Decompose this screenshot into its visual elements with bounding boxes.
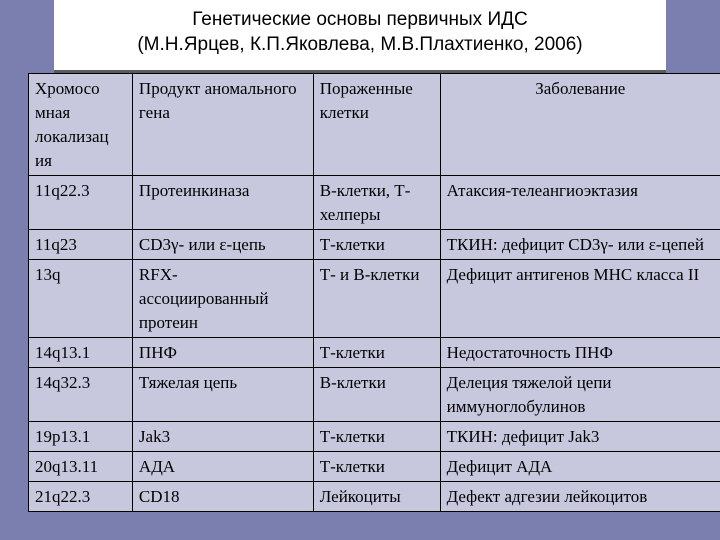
cell-disease: Дефицит АДА: [440, 452, 720, 482]
cell-chromosome: 13q: [29, 260, 133, 338]
cell-affected-cells: Т-клетки: [313, 422, 440, 452]
cell-disease: Делеция тяжелой цепи иммуноглобулинов: [440, 368, 720, 422]
cell-chromosome: 11q23: [29, 230, 133, 260]
cell-affected-cells: Т-клетки: [313, 452, 440, 482]
table-row: [29, 230, 720, 260]
table-row: [29, 482, 720, 512]
cell-gene-product: Тяжелая цепь: [132, 368, 313, 422]
table-row: [29, 368, 720, 422]
cell-gene-product: CD3γ- или ε-цепь: [132, 230, 313, 260]
cell-disease: ТКИН: дефицит CD3γ- или ε-цепей: [440, 230, 720, 260]
cell-gene-product: ПНФ: [132, 338, 313, 368]
genetics-table: [28, 73, 720, 512]
cell-gene-product: RFX-ассоциированный протеин: [132, 260, 313, 338]
table-row: [29, 260, 720, 338]
cell-affected-cells: В-клетки: [313, 368, 440, 422]
cell-gene-product: Jak3: [132, 422, 313, 452]
title-line-2: (М.Н.Ярцев, К.П.Яковлева, М.В.Плахтиенко, 2006): [137, 34, 583, 55]
cell-affected-cells: Т-клетки: [313, 338, 440, 368]
cell-affected-cells: В-клетки, Т-хелперы: [313, 176, 440, 230]
cell-disease: Дефект адгезии лейкоцитов: [440, 482, 720, 512]
table-row: [29, 422, 720, 452]
cell-affected-cells: Т-клетки: [313, 230, 440, 260]
cell-gene-product: CD18: [132, 482, 313, 512]
table-row: [29, 176, 720, 230]
header-chromosome: Хромосо мная локализац ия: [29, 74, 133, 176]
cell-disease: Недостаточность ПНФ: [440, 338, 720, 368]
cell-affected-cells: Лейкоциты: [313, 482, 440, 512]
cell-disease: ТКИН: дефицит Jak3: [440, 422, 720, 452]
cell-disease: Дефицит антигенов МНС класса II: [440, 260, 720, 338]
header-gene-product: Продукт аномального гена: [132, 74, 313, 176]
cell-chromosome: 14q13.1: [29, 338, 133, 368]
cell-affected-cells: Т- и В-клетки: [313, 260, 440, 338]
slide-title: [54, 0, 666, 70]
title-line-1: Генетические основы первичных ИДС: [192, 9, 528, 30]
table-header-row: [29, 74, 720, 176]
cell-chromosome: 21q22.3: [29, 482, 133, 512]
cell-disease: Атаксия-телеангиоэктазия: [440, 176, 720, 230]
table-row: [29, 338, 720, 368]
cell-gene-product: Протеинкиназа: [132, 176, 313, 230]
cell-gene-product: АДА: [132, 452, 313, 482]
cell-chromosome: 20q13.11: [29, 452, 133, 482]
cell-chromosome: 11q22.3: [29, 176, 133, 230]
cell-chromosome: 19p13.1: [29, 422, 133, 452]
header-disease: Заболевание: [440, 74, 720, 176]
cell-chromosome: 14q32.3: [29, 368, 133, 422]
table-row: [29, 452, 720, 482]
header-affected-cells: Пораженные клетки: [313, 74, 440, 176]
